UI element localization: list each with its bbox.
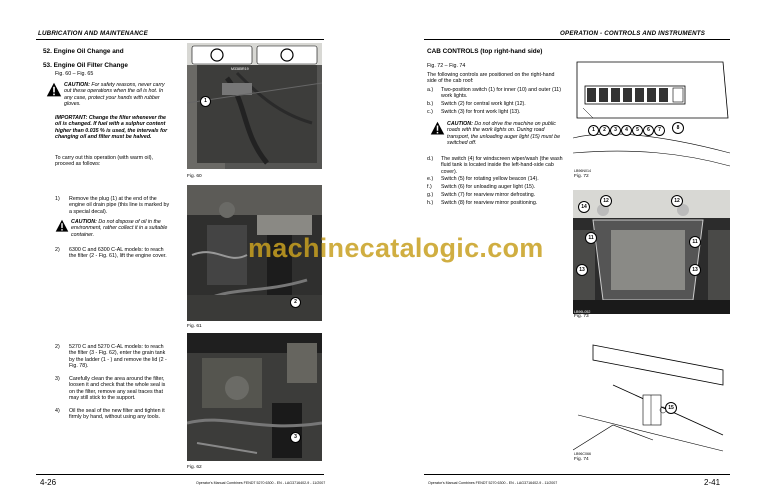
- step-3-number: 3): [55, 376, 60, 382]
- step-1: [55, 196, 172, 215]
- left-header-rule: [36, 39, 324, 40]
- left-page-number: 4-26: [40, 478, 57, 487]
- item-c-text: Switch (3) for front work light (13).: [441, 109, 521, 115]
- fig-72-caption: Fig. 72: [574, 174, 589, 179]
- item-e-text: Switch (5) for rotating yellow beacon (14).: [441, 176, 539, 182]
- right-page-number: 2-41: [704, 478, 721, 487]
- important-text: Change the filter whenever the oil is changed. If fuel with a sulphur content higher than 0.035 % is used, the intervals for changing oil and filter must be halved.: [55, 115, 168, 140]
- right-caution: [447, 121, 563, 146]
- step-2b-number: 2): [55, 344, 60, 350]
- callout-72-3: 3: [610, 125, 621, 136]
- item-f: [427, 184, 565, 190]
- callout-72-7: 7: [654, 125, 665, 136]
- item-g-text: Switch (7) for rearview mirror defrosting.: [441, 192, 536, 198]
- left-footer: Operator's Manual Combines FENDT 5270 6300 - EN - LAG3716402-9 - 11/2007: [196, 481, 326, 485]
- item-h-label: h.): [427, 200, 434, 206]
- item-d-label: d.): [427, 156, 434, 162]
- important-label: IMPORTANT:: [55, 115, 88, 121]
- fig-74-code: LB96C066: [574, 452, 591, 456]
- fig-74-drawing: [573, 325, 730, 455]
- step-2a-text: 6300 C and 6300 C-AL models: to reach the filter (2 - Fig. 61), lift the engine cover.: [69, 247, 167, 260]
- warning-icon: [46, 82, 62, 98]
- caution-2-text: Do not dispose of oil in the environment, rather collect it in a suitable container.: [71, 219, 168, 238]
- callout-73-11b: 11: [689, 236, 701, 248]
- step-2b-text: 5270 C and 5270 C-AL models: to reach the filter (3 - Fig. 62), enter the grain tank by the ladder (1 - ) and remove the lid (2 - Fig. 78).: [69, 344, 167, 369]
- step-3-text: Carefully clean the area around the filter, loosen it and check that the whole seal is on the filter, remove any seal traces that may still stick to the support.: [69, 376, 166, 401]
- item-a: [427, 87, 565, 100]
- warning-icon: [430, 121, 445, 136]
- right-fig-ref: Fig. 72 – Fig. 74: [427, 63, 466, 69]
- callout-73-12b: 12: [671, 195, 683, 207]
- important-note: [55, 115, 172, 140]
- warning-icon: [55, 219, 69, 233]
- callout-73-12a: 12: [600, 195, 612, 207]
- caution-1: [64, 82, 170, 107]
- fig-61-caption: Fig. 61: [187, 324, 202, 329]
- step-2a-number: 2): [55, 247, 60, 253]
- item-a-label: a.): [427, 87, 434, 93]
- item-b-text: Switch (2) for central work light (12).: [441, 101, 526, 107]
- item-b-label: b.): [427, 101, 434, 107]
- item-e: [427, 176, 565, 182]
- callout-72-8: 8: [672, 122, 684, 134]
- item-c: [427, 109, 565, 115]
- left-footer-rule: [36, 474, 324, 475]
- fig-73-photo: [573, 190, 730, 314]
- intro-text: To carry out this operation (with warm oil), proceed as follows:: [55, 155, 154, 168]
- section-52-title: 52. Engine Oil Change and: [43, 48, 124, 55]
- step-2a: [55, 247, 172, 260]
- right-footer: Operator's Manual Combines FENDT 5270 6300 - EN - LAG3716402-9 - 11/2007: [428, 481, 558, 485]
- step-3: [55, 376, 172, 401]
- callout-73-13a: 13: [576, 264, 588, 276]
- cab-controls-title: CAB CONTROLS (top right-hand side): [427, 48, 543, 55]
- item-e-label: e.): [427, 176, 434, 182]
- fig-72-drawing: [573, 58, 730, 168]
- left-page-header: LUBRICATION AND MAINTENANCE: [38, 30, 148, 37]
- callout-72-5: 5: [632, 125, 643, 136]
- watermark-text: machinecatalogic.com: [248, 233, 544, 263]
- fig-73-code: LB96L052: [574, 310, 591, 314]
- callout-fig60: 1: [200, 96, 211, 107]
- step-1-number: 1): [55, 196, 60, 202]
- right-caution-text: Do not drive the machine on public roads with the work lights on. During road transport, the unloading auger light (15) must be switched off.: [447, 121, 561, 146]
- right-footer-rule: [424, 474, 730, 475]
- item-g-label: g.): [427, 192, 434, 198]
- right-intro: The following controls are positioned on the right-hand side of the cab roof:: [427, 72, 555, 85]
- callout-74-15: 15: [665, 402, 677, 414]
- step-1-text: Remove the plug (1) at the end of the engine oil drain pipe (this line is marked by a special decal).: [69, 196, 170, 215]
- item-h-text: Switch (8) for rearview mirror positioning.: [441, 200, 538, 206]
- callout-72-6: 6: [643, 125, 654, 136]
- item-a-text: Two-position switch (1) for inner (10) and outer (11) work lights.: [441, 87, 562, 100]
- step-4: [55, 408, 172, 421]
- fig-73-caption: Fig. 73: [574, 314, 589, 319]
- step-4-number: 4): [55, 408, 60, 414]
- callout-fig61: 2: [290, 297, 301, 308]
- callout-72-4: 4: [621, 125, 632, 136]
- callout-fig62: 3: [290, 432, 301, 443]
- item-h: [427, 200, 565, 206]
- callout-72-1: 1: [588, 125, 599, 136]
- item-d-text: The switch (4) for windscreen wiper/wash (the wash fluid tank is located inside the left-hand-side cab cover).: [441, 156, 563, 175]
- caution-1-text: For safety reasons, never carry out these operations when the oil is hot. In any case, protect your hands with rubber gloves.: [64, 82, 165, 107]
- callout-72-2: 2: [599, 125, 610, 136]
- fig-72-code: LB96N014: [574, 169, 591, 173]
- item-b: [427, 101, 565, 107]
- item-f-text: Switch (6) for unloading auger light (15).: [441, 184, 536, 190]
- item-d: [427, 156, 565, 175]
- fig-60-code: M3385R19: [231, 67, 249, 71]
- caution-1-label: CAUTION:: [64, 82, 90, 88]
- right-page-header: OPERATION - CONTROLS AND INSTRUMENTS: [560, 30, 706, 37]
- left-fig-ref: Fig. 60 – Fig. 65: [55, 71, 94, 77]
- callout-73-11a: 11: [585, 232, 597, 244]
- right-header-rule: [424, 39, 730, 40]
- fig-62-caption: Fig. 62: [187, 465, 202, 470]
- callout-73-13b: 13: [689, 264, 701, 276]
- callout-73-14: 14: [578, 201, 590, 213]
- step-4-text: Oil the seal of the new filter and tighten it firmly by hand, without using any tools.: [69, 408, 165, 421]
- fig-60-caption: Fig. 60: [187, 174, 202, 179]
- item-c-label: c.): [427, 109, 433, 115]
- caution-2-label: CAUTION:: [71, 219, 97, 225]
- item-g: [427, 192, 565, 198]
- right-caution-label: CAUTION:: [447, 121, 473, 127]
- caution-2: [71, 219, 172, 238]
- fig-74-caption: Fig. 74: [574, 457, 589, 462]
- section-53-title: 53. Engine Oil Filter Change: [43, 62, 128, 69]
- fig-62-photo: [187, 333, 322, 461]
- step-2b: [55, 344, 172, 369]
- item-f-label: f.): [427, 184, 432, 190]
